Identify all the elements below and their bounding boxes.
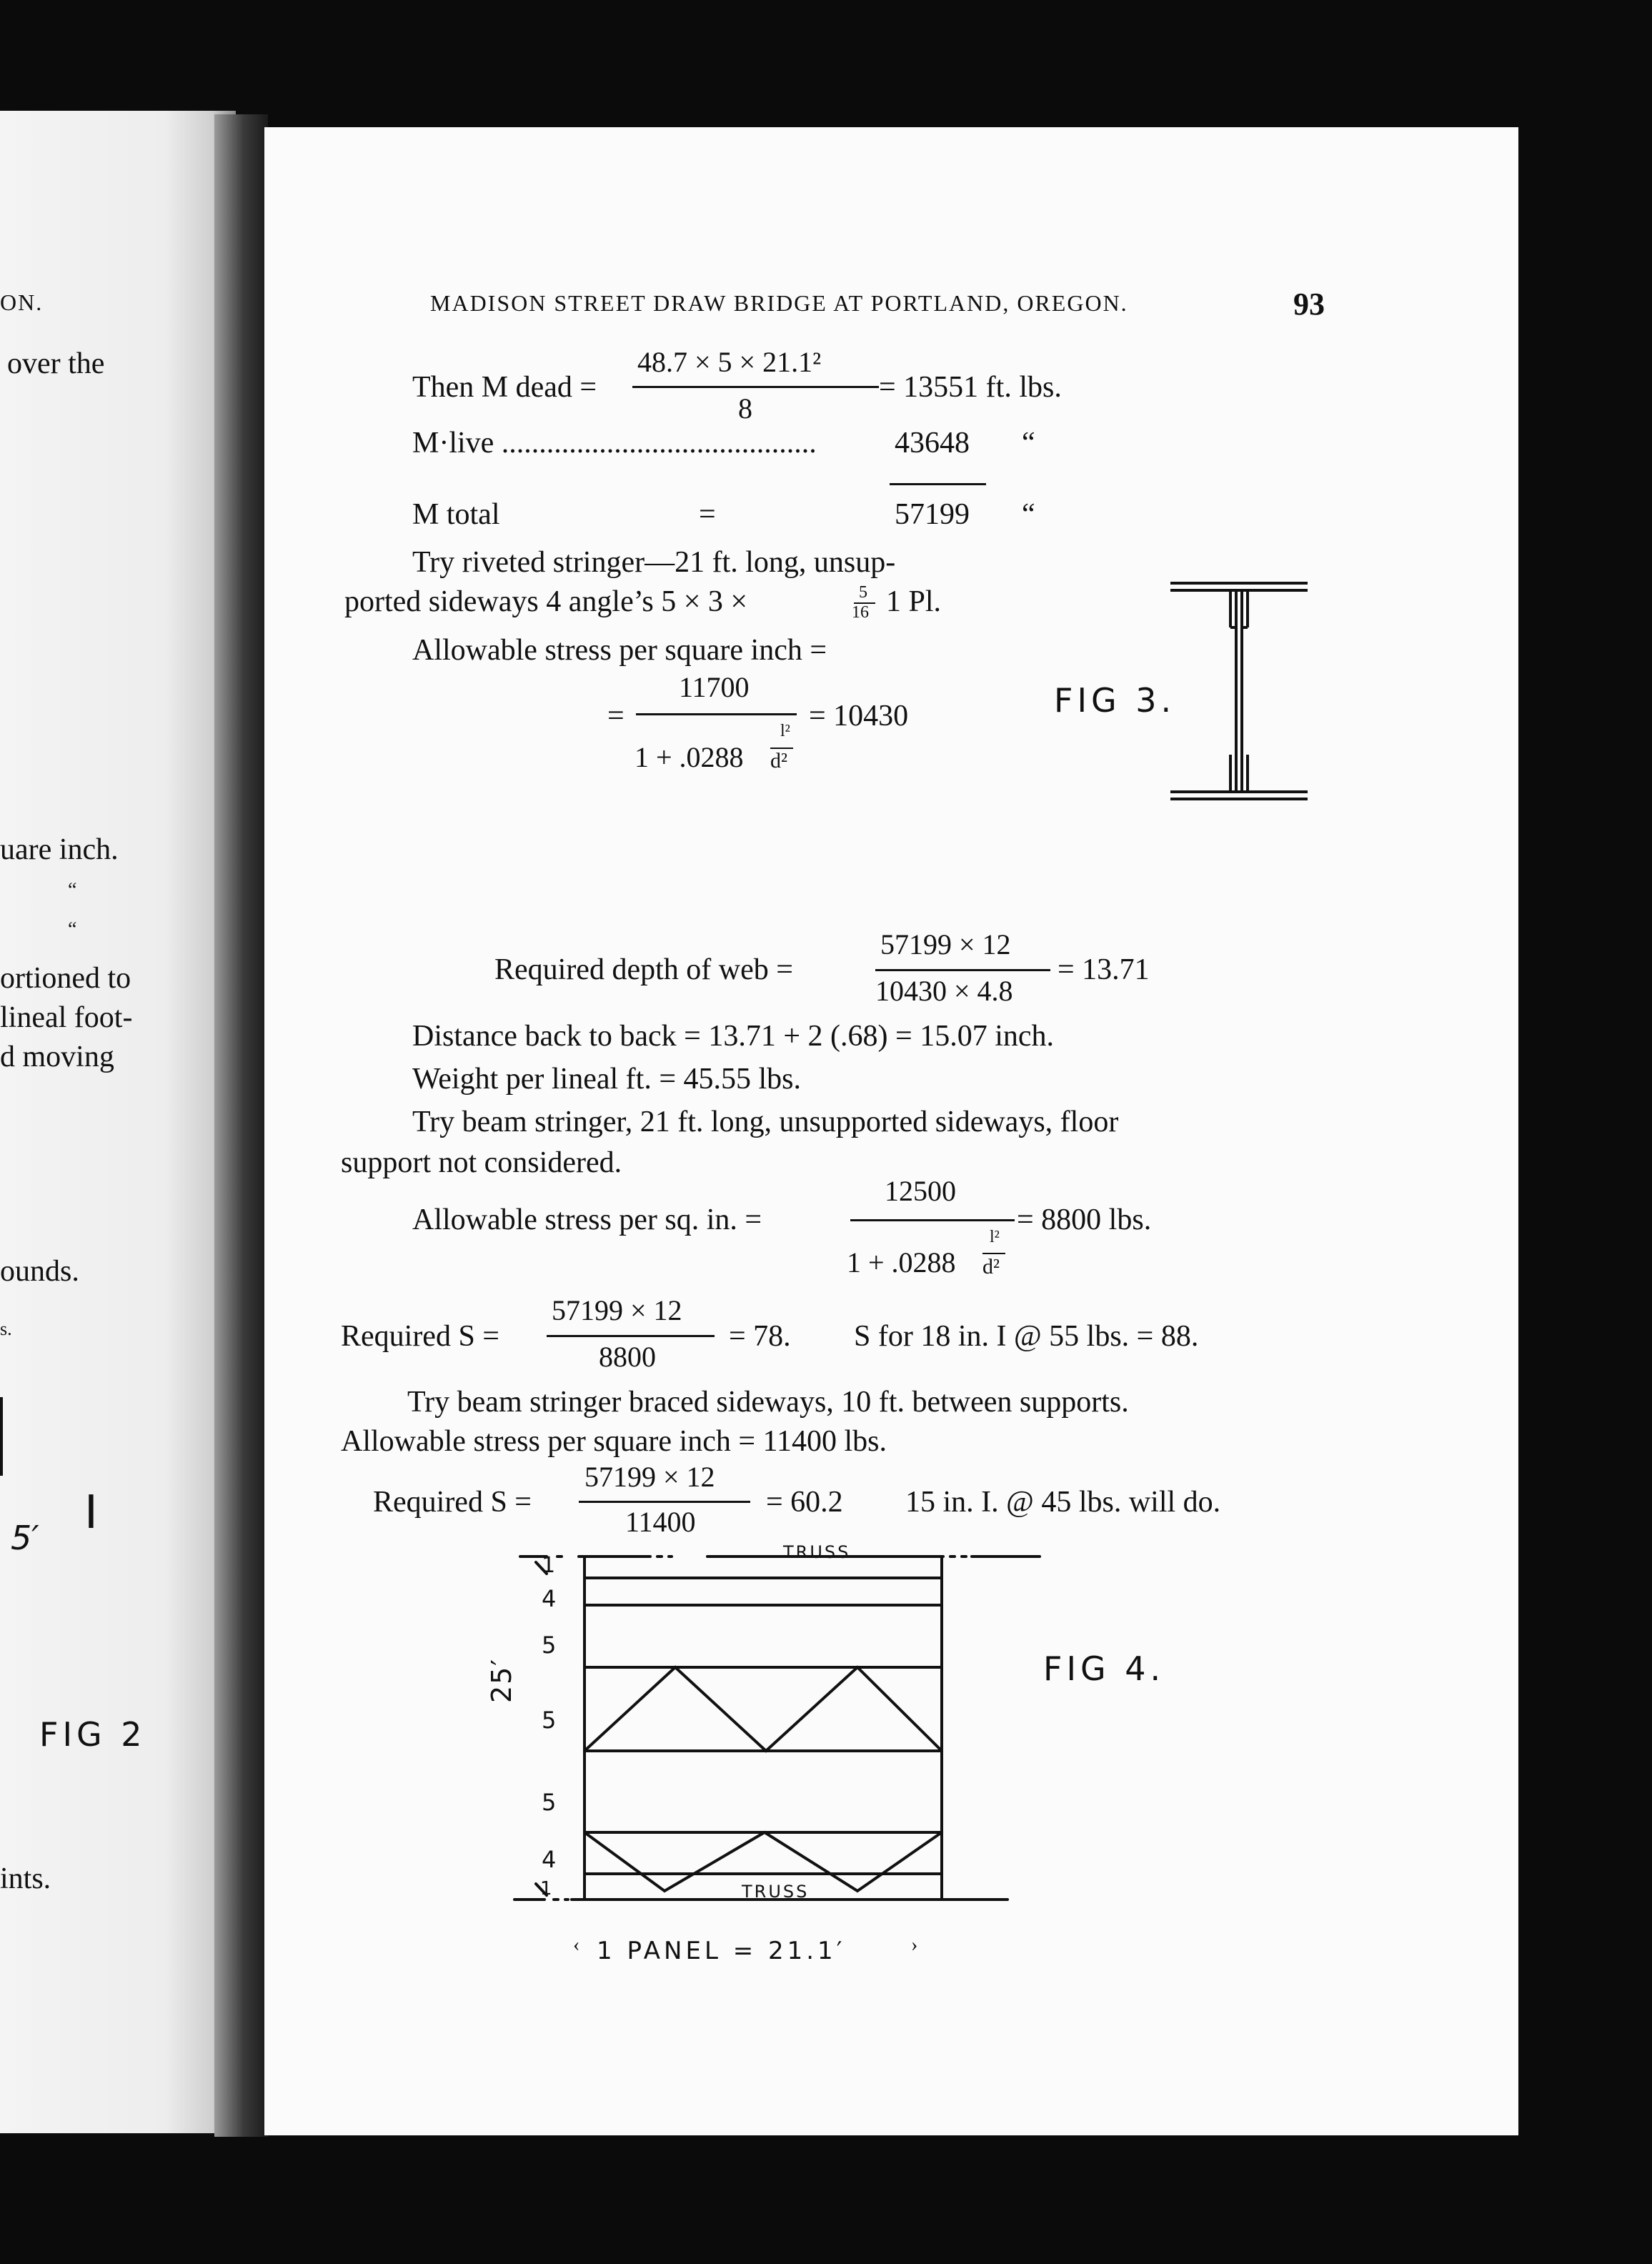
allow2-result: = 8800 lbs. [1017, 1203, 1152, 1236]
left-fragment: lineal foot- [0, 1001, 133, 1034]
eq-total-label: M total [412, 498, 500, 531]
dim-label: 5 [542, 1632, 561, 1659]
allow2-d2: d² [982, 1255, 1000, 1279]
dim-label: 5 [542, 1707, 561, 1734]
page-number: 93 [1293, 287, 1325, 322]
total-dim-label: 25′ [486, 1658, 517, 1703]
allow1-result: = 10430 [809, 700, 909, 733]
riveted-line2-end: 1 Pl. [886, 585, 942, 618]
back-to-back: Distance back to back = 13.71 + 2 (.68) = 15.07 inch. [412, 1020, 1055, 1053]
left-fragment: s. [0, 1319, 12, 1339]
left-fragment: d moving [0, 1041, 114, 1073]
left-fragment: ints. [0, 1862, 51, 1895]
req-s1-lead: Required S = [341, 1320, 499, 1353]
truss-label-bottom: TRUSS [742, 1882, 810, 1902]
web-numerator: 57199 × 12 [880, 928, 1011, 960]
dim-label: 1 [540, 1878, 557, 1900]
riveted-line1: Try riveted stringer—21 ft. long, unsup- [412, 546, 896, 579]
left-fragment: ortioned to [0, 962, 131, 995]
allow1-l2: l² [780, 722, 790, 740]
book-spine [214, 114, 268, 2137]
braced-line1: Try beam stringer braced sideways, 10 ft. between supports. [407, 1386, 1129, 1419]
web-denominator: 10430 × 4.8 [875, 975, 1013, 1007]
fig2-label: FIG 2 [39, 1715, 146, 1754]
allow2-numerator: 12500 [885, 1175, 956, 1207]
dim-label: 4 [542, 1585, 561, 1612]
panel-label: 1 PANEL = 21.1′ [597, 1937, 846, 1965]
web-result: = 13.71 [1058, 953, 1150, 986]
allow1-numerator: 11700 [679, 671, 750, 703]
eq-dead-lead: Then M dead = [412, 371, 597, 404]
left-fragment: uare inch. [0, 833, 119, 866]
frac-denominator: 16 [852, 603, 869, 622]
req-s2-note: 15 in. I. @ 45 lbs. will do. [905, 1486, 1221, 1519]
riveted-line2: ported sideways 4 angle’s 5 × 3 × [344, 585, 748, 618]
beam-line2: support not considered. [341, 1146, 622, 1179]
left-fragment: ounds. [0, 1255, 79, 1288]
allow2-l2: l² [990, 1228, 1000, 1246]
eq-dead-numerator: 48.7 × 5 × 21.1² [637, 346, 822, 378]
truss-label-top: TRUSS [783, 1542, 851, 1562]
braced-line2: Allowable stress per square inch = 11400 lbs. [341, 1425, 887, 1458]
eq-total-value: 57199 [895, 498, 970, 531]
left-figure-stroke [0, 1397, 3, 1476]
web-lead: Required depth of web = [494, 953, 793, 986]
req-s1-result: = 78. [729, 1320, 791, 1353]
weight-per-ft: Weight per lineal ft. = 45.55 lbs. [412, 1063, 802, 1096]
eq-dead-result: = 13551 ft. lbs. [879, 371, 1062, 404]
eq-live-label: M·live .......................................... [412, 427, 817, 460]
allow2-lead: Allowable stress per sq. in. = [412, 1203, 762, 1236]
left-fragment: over the [7, 347, 105, 380]
frac-numerator: 5 [859, 583, 867, 602]
left-fragment: I [84, 1486, 98, 1539]
allow1-den: 1 + .0288 [635, 741, 744, 773]
eq-dead-denominator: 8 [738, 392, 752, 424]
ditto-mark: “ [1022, 427, 1035, 460]
eq-total-eq: = [699, 498, 716, 531]
dim-label: 5 [542, 1789, 561, 1816]
dim-label: 4 [542, 1846, 561, 1873]
left-page-edge [0, 111, 236, 2133]
beam-line1: Try beam stringer, 21 ft. long, unsupported sideways, floor [412, 1106, 1119, 1138]
dim-label: 1 [542, 1553, 560, 1578]
req-s1-denominator: 8800 [599, 1341, 656, 1373]
allow2-den: 1 + .0288 [847, 1246, 956, 1279]
eq-sign: = [607, 700, 625, 733]
fig4-bracing-plan [264, 127, 1518, 2128]
arrow-right-mark: › [911, 1934, 918, 1956]
req-s2-result: = 60.2 [766, 1486, 843, 1519]
ditto-mark: “ [1022, 498, 1035, 531]
eq-live-value: 43648 [895, 427, 970, 460]
req-s2-numerator: 57199 × 12 [584, 1461, 715, 1493]
book-page [264, 127, 1518, 2135]
left-fragment: “ [68, 918, 77, 940]
allow1-d2: d² [770, 749, 787, 773]
running-title: MADISON STREET DRAW BRIDGE AT PORTLAND, OREGON. [430, 290, 1128, 316]
allowable-stress-1: Allowable stress per square inch = [412, 634, 827, 667]
fig4-label: FIG 4. [1043, 1649, 1165, 1688]
req-s2-denominator: 11400 [625, 1506, 696, 1538]
arrow-left-mark: ‹ [573, 1934, 580, 1956]
left-fragment: ON. [0, 289, 44, 315]
req-s1-numerator: 57199 × 12 [552, 1294, 682, 1326]
req-s2-lead: Required S = [373, 1486, 532, 1519]
fig3-label: FIG 3. [1054, 681, 1176, 720]
left-fragment: 5′ [11, 1519, 39, 1557]
req-s1-note: S for 18 in. I @ 55 lbs. = 88. [854, 1320, 1199, 1353]
left-fragment: “ [68, 879, 77, 901]
